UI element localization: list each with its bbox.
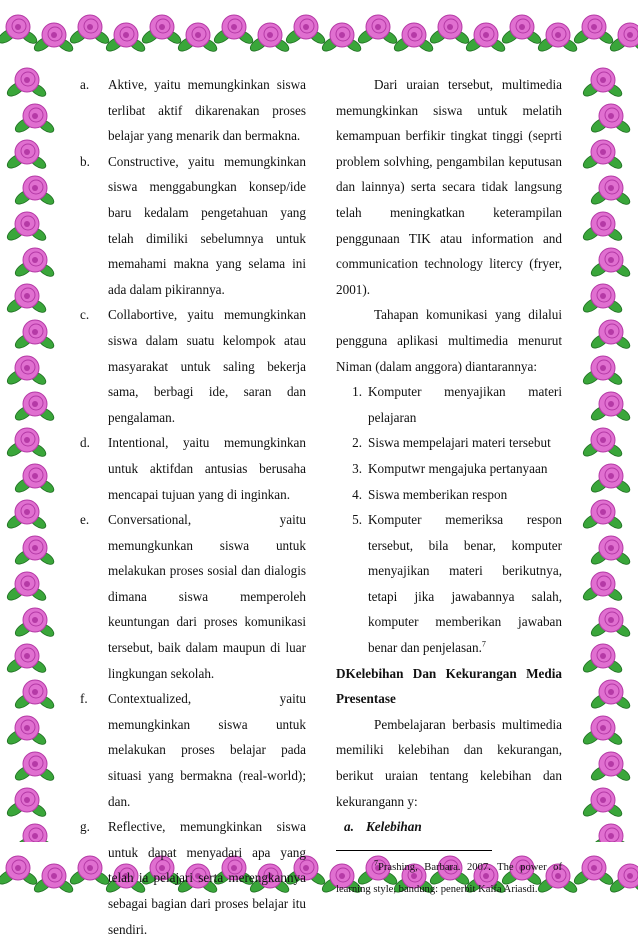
list-item-c: [80, 302, 306, 430]
rose-icon: [5, 500, 48, 531]
list-marker: f.: [80, 691, 88, 707]
rose-icon: [356, 15, 399, 46]
rose-icon: [176, 23, 219, 54]
rose-icon: [581, 356, 624, 387]
rose-icon: [428, 15, 471, 46]
rose-icon: [589, 608, 632, 639]
rose-icon: [572, 15, 615, 46]
step-item: [336, 507, 562, 661]
rose-icon: [581, 716, 624, 747]
rose-icon: [13, 104, 56, 135]
rose-icon: [572, 856, 615, 887]
rose-icon: [5, 644, 48, 675]
rose-icon: [140, 15, 183, 46]
list-item-text: Contextualized, yaitu memungkinkan siswa untuk melakukan proses belajar pada situasi yang bermakna (real-world); dan.: [108, 691, 306, 809]
floral-border-right: [576, 62, 638, 842]
rose-icon: [5, 356, 48, 387]
step-text: Siswa memberikan respon: [368, 486, 508, 502]
footnote-divider: [336, 850, 492, 851]
list-marker: a.: [80, 77, 90, 92]
rose-icon: [5, 716, 48, 747]
rose-icon: [464, 23, 507, 54]
rose-icon: [248, 23, 291, 54]
rose-icon: [589, 824, 632, 842]
list-item-text: Intentional, yaitu memungkinkan untuk aktifdan antusias berusaha mencapai tujuan yang di inginkan.: [108, 435, 306, 502]
rose-icon: [13, 752, 56, 783]
footnote-text: Prashing, Barbara. 2007. The power of learning style, bandung: penerbit Kaifa Ariasdi.: [336, 861, 562, 895]
rose-icon: [589, 680, 632, 711]
step-item: [336, 482, 562, 508]
rose-icon: [589, 176, 632, 207]
rose-icon: [589, 752, 632, 783]
rose-icon: [13, 608, 56, 639]
footnote: [336, 857, 562, 901]
rose-icon: [0, 15, 39, 46]
step-text: Komputer menyajikan materi pelajaran: [368, 384, 562, 425]
list-item-e: [80, 507, 306, 686]
rose-icon: [581, 68, 624, 99]
rose-icon: [104, 23, 147, 54]
rose-icon: [32, 23, 75, 54]
rose-icon: [500, 15, 543, 46]
floral-border-top: [0, 0, 638, 62]
rose-icon: [13, 536, 56, 567]
rose-icon: [212, 15, 255, 46]
rose-icon: [589, 392, 632, 423]
list-item-b: [80, 149, 306, 303]
step-number: 3.: [352, 460, 362, 476]
rose-icon: [32, 864, 75, 895]
rose-icon: [5, 284, 48, 315]
list-item-text: Collabortive, yaitu memungkinkan siswa dalam suatu kelompok atau masyarakat untuk saling bekerja sama, berbagi ide, saran dan pengalaman.: [108, 307, 306, 425]
rose-icon: [5, 788, 48, 819]
list-marker: c.: [80, 307, 90, 323]
list-item-f: [80, 686, 306, 814]
rose-icon: [5, 572, 48, 603]
list-marker: g.: [80, 819, 90, 835]
rose-icon: [589, 104, 632, 135]
paragraph-summary: Dari uraian tersebut, multimedia memungkinkan siswa untuk melatih kemampuan berfikir tingkat tinggi (seprti problem solvhing, pengambilan keputusan dan lainnya) serta secara tidak langsung telah meningkatkan keterampilan penggunaan TIK atau information and communication technology litercy (fryer, 2001).: [336, 77, 562, 297]
step-item: [336, 379, 562, 430]
rose-icon: [581, 284, 624, 315]
left-column: [80, 72, 306, 942]
rose-icon: [320, 23, 363, 54]
list-marker: b.: [80, 153, 90, 169]
subheading: [336, 814, 562, 840]
paragraph-stages-intro: Tahapan komunikasi yang dilalui pengguna aplikasi multimedia menurut Niman (dalam anggora) diantarannya:: [336, 307, 562, 374]
rose-icon: [581, 500, 624, 531]
rose-icon: [13, 464, 56, 495]
rose-icon: [13, 680, 56, 711]
step-item: [336, 430, 562, 456]
rose-icon: [5, 212, 48, 243]
step-number: 2.: [352, 435, 362, 451]
rose-icon: [13, 824, 56, 842]
list-item-text: Aktive, yaitu memungkinkan siswa terlibat aktif dikarenakan proses belajar yang menarik dan bermakna.: [108, 77, 306, 144]
rose-icon: [589, 248, 632, 279]
rose-icon: [581, 140, 624, 171]
footnote-reference[interactable]: 7: [481, 639, 486, 649]
floral-border-left: [0, 62, 62, 842]
step-number: 4.: [352, 486, 362, 502]
list-item-text: Constructive, yaitu memungkinkan siswa menggabungkan konsep/ide baru kedalam pengetahuan yang telah dimiliki sebelumnya untuk memahami makna yang selama ini ada dalam pikirannya.: [108, 153, 306, 297]
rose-icon: [284, 15, 327, 46]
rose-icon: [581, 212, 624, 243]
list-item-a: [80, 72, 306, 149]
rose-icon: [589, 464, 632, 495]
list-item-text: Reflective, memungkinkan siswa untuk dapat menyadari apa yang telah ia pelajari serta merengkannya sebagai bagian dari proses belajar itu sendiri.: [108, 819, 306, 937]
rose-icon: [13, 176, 56, 207]
right-column: [336, 72, 562, 901]
rose-icon: [5, 140, 48, 171]
rose-icon: [0, 856, 39, 887]
rose-icon: [13, 320, 56, 351]
rose-icon: [581, 428, 624, 459]
subheading-marker: a.: [344, 819, 354, 835]
section-heading: DKelebihan Dan Kekurangan Media Presentase: [336, 665, 562, 707]
rose-icon: [5, 428, 48, 459]
rose-icon: [13, 392, 56, 423]
step-text: Komputer memeriksa respon tersebut, bila benar, komputer menyajikan materi berikutnya, tetapi jika jawabannya salah, komputer memberikan jawaban benar dan penjelasan.: [368, 512, 562, 656]
list-item-g: [80, 814, 306, 942]
step-number: 1.: [352, 384, 362, 400]
list-item-text: Conversational, yaitu memungkunkan siswa untuk melakukan proses sosial dan dialogis dimana siswa memperoleh keuntungan dari proses komunikasi tersebut, baik dalam maupun di luar lingkungan sekolah.: [108, 512, 306, 681]
rose-icon: [13, 248, 56, 279]
list-item-d: [80, 430, 306, 507]
rose-icon: [536, 23, 579, 54]
subheading-label: Kelebihan: [366, 819, 422, 835]
list-marker: d.: [80, 435, 90, 451]
rose-icon: [589, 536, 632, 567]
footnote-number: 7: [374, 858, 378, 868]
rose-icon: [392, 23, 435, 54]
list-marker: e.: [80, 512, 90, 528]
step-text-wrapper: [368, 507, 562, 661]
step-text: Siswa mempelajari materi tersebut: [368, 435, 551, 451]
rose-icon: [581, 788, 624, 819]
paragraph-pros-cons-intro: Pembelajaran berbasis multimedia memiliki kelebihan dan kekurangan, berikut uraian tentang kelebihan dan kekurangann y:: [336, 716, 562, 809]
step-text: Komputwr mengajuka pertanyaan: [368, 460, 548, 476]
step-item: [336, 456, 562, 482]
rose-icon: [589, 320, 632, 351]
rose-icon: [68, 15, 111, 46]
rose-icon: [5, 68, 48, 99]
rose-icon: [581, 644, 624, 675]
rose-icon: [581, 572, 624, 603]
step-number: 5.: [352, 512, 362, 528]
